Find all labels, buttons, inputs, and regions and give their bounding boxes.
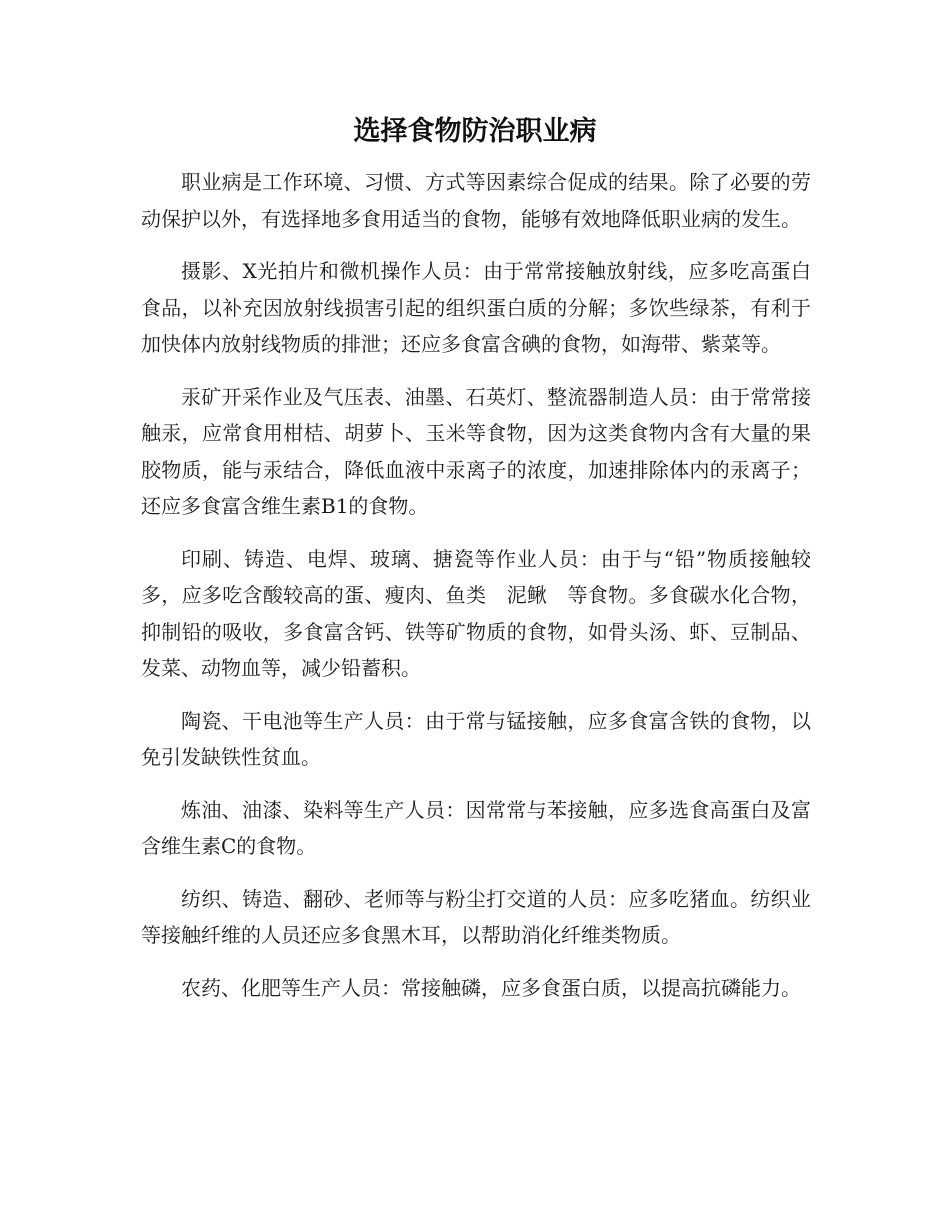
paragraph-intro: 职业病是工作环境、习惯、方式等因素综合促成的结果。除了必要的劳动保护以外，有选择地多食用适当的食物，能够有效地降低职业病的发生。	[141, 170, 811, 231]
paragraph-radiation-workers: 摄影、X光拍片和微机操作人员：由于常常接触放射线，应多吃高蛋白食品，以补充因放射线损害引起的组织蛋白质的分解；多饮些绿茶，有利于加快体内放射线物质的排泄；还应多食富含碘的食物，如海带、紫菜等。	[141, 259, 811, 356]
document-title: 选择食物防治职业病	[353, 116, 597, 147]
paragraph-manganese-workers: 陶瓷、干电池等生产人员：由于常与锰接触，应多食富含铁的食物，以免引发缺铁性贫血。	[141, 708, 811, 769]
paragraph-lead-workers: 印刷、铸造、电焊、玻璃、搪瓷等作业人员：由于与“铅”物质接触较多，应多吃含酸较高的蛋、瘦肉、鱼类 泥鳅 等食物。多食碳水化合物，抑制铅的吸收，多食富含钙、铁等矿物质的食物，如骨头汤、虾、豆制品、发菜、动物血等，减少铅蓄积。	[141, 546, 811, 680]
document-body	[141, 164, 811, 1022]
paragraph-phosphorus-workers: 农药、化肥等生产人员：常接触磷，应多食蛋白质，以提高抗磷能力。	[181, 975, 801, 1000]
paragraph-mercury-workers: 汞矿开采作业及气压表、油墨、石英灯、整流器制造人员：由于常常接触汞，应常食用柑桔、胡萝卜、玉米等食物，因为这类食物内含有大量的果胶物质，能与汞结合，降低血液中汞离子的浓度，加速排除体内的汞离子；还应多食富含维生素B1的食物。	[141, 384, 811, 518]
paragraph-benzene-workers: 炼油、油漆、染料等生产人员：因常常与苯接触，应多选食高蛋白及富含维生素C的食物。	[141, 797, 811, 858]
paragraph-dust-workers: 纺织、铸造、翻砂、老师等与粉尘打交道的人员：应多吃猪血。纺织业等接触纤维的人员还应多食黑木耳，以帮助消化纤维类物质。	[141, 886, 811, 947]
